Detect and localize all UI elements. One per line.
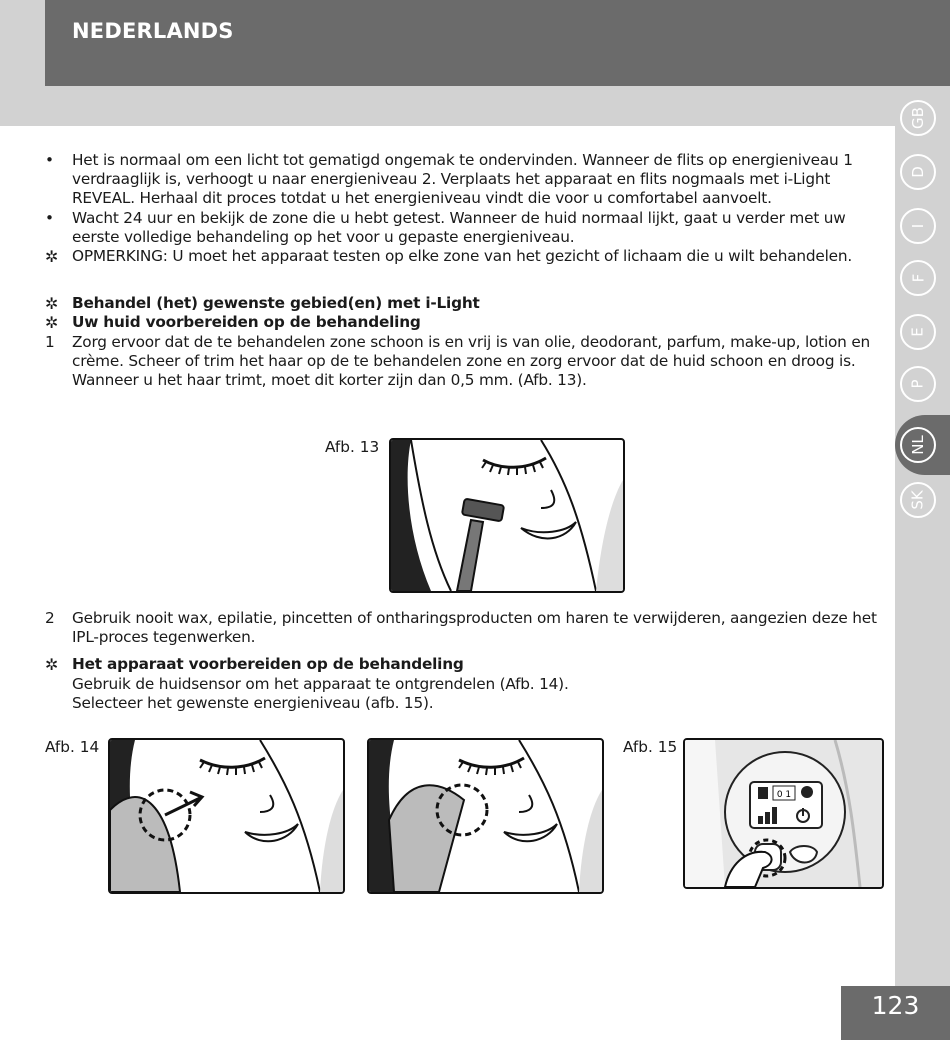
main-content-lower bbox=[45, 609, 885, 713]
step-item bbox=[45, 609, 885, 647]
text-line bbox=[45, 694, 885, 713]
lang-tab-sk[interactable]: SK bbox=[900, 482, 936, 518]
section-heading: Het apparaat voorbereiden op de behandeling bbox=[72, 655, 464, 674]
bullet-mark: • bbox=[45, 151, 54, 169]
star-icon: ✲ bbox=[45, 247, 59, 267]
heading-item bbox=[45, 655, 885, 674]
figure-13-shaving-illustration bbox=[389, 438, 625, 593]
star-icon: ✲ bbox=[45, 313, 59, 333]
page-header bbox=[45, 0, 950, 86]
page-number: 123 bbox=[871, 991, 920, 1020]
heading-item bbox=[45, 313, 885, 332]
step-number: 2 bbox=[45, 609, 55, 627]
section-heading: Uw huid voorbereiden op de behandeling bbox=[72, 313, 421, 332]
lang-tab-p[interactable]: P bbox=[900, 366, 936, 402]
page-number-box bbox=[841, 986, 950, 1040]
note-text: OPMERKING: U moet het apparaat testen op elke zone van het gezicht of lichaam die u wilt behandelen. bbox=[72, 247, 853, 266]
bullet-text: Wacht 24 uur en bekijk de zone die u hebt getest. Wanneer de huid normaal lijkt, gaat u verder met uw eerste volledige behandeling op het voor u gepaste energieniveau. bbox=[72, 208, 846, 246]
step-number: 1 bbox=[45, 332, 55, 351]
step-text: Zorg ervoor dat de te behandelen zone schoon is en vrij is van olie, deodorant, parfum, make-up, lotion en crème. Scheer of trim het haar op de te behandelen zone en zorg ervoor dat de huid schoon en droog is. Wanneer u het haar trimt, moet dit korter zijn dan 0,5 mm. (Afb. 13). bbox=[72, 332, 871, 390]
step-text: Gebruik nooit wax, epilatie, pincetten of ontharingsproducten om haren te verwijderen, aangezien deze het IPL-proces tegenwerken. bbox=[72, 609, 877, 647]
star-icon: ✲ bbox=[45, 655, 59, 675]
section-heading: Behandel (het) gewenste gebied(en) met i-Light bbox=[72, 294, 480, 313]
lang-tab-e[interactable]: E bbox=[900, 314, 936, 350]
instruction-text: Gebruik de huidsensor om het apparaat te ontgrendelen (Afb. 14). bbox=[72, 674, 569, 693]
bullet-item bbox=[45, 209, 885, 247]
bullet-item bbox=[45, 151, 885, 209]
step-item bbox=[45, 333, 885, 391]
figure-13-label: Afb. 13 bbox=[325, 438, 380, 456]
bullet-mark: • bbox=[45, 208, 54, 227]
figure-14a-skin-sensor-illustration bbox=[108, 738, 345, 894]
main-content bbox=[45, 151, 885, 390]
instruction-text: Selecteer het gewenste energieniveau (afb. 15). bbox=[72, 693, 434, 712]
figure-14-label: Afb. 14 bbox=[45, 738, 100, 756]
figure-15-energy-panel-illustration bbox=[683, 738, 884, 889]
heading-item bbox=[45, 294, 885, 313]
bullet-text: Het is normaal om een licht tot gematigd ongemak te ondervinden. Wanneer de flits op energieniveau 1 verdraaglijk is, verhoogt u naar energieniveau 2. Verplaats het apparaat en flits nogmaals met i-Light REVEAL. Herhaal dit proces totdat u het energieniveau vindt die voor u comfortabel aanvoelt. bbox=[72, 151, 853, 208]
note-item bbox=[45, 247, 885, 266]
lang-tab-d[interactable]: D bbox=[900, 154, 936, 190]
page-title: NEDERLANDS bbox=[72, 19, 234, 43]
star-icon: ✲ bbox=[45, 294, 59, 314]
figure-14b-skin-sensor-illustration bbox=[367, 738, 604, 894]
lang-tab-f[interactable]: F bbox=[900, 260, 936, 296]
lang-tab-gb[interactable]: GB bbox=[900, 100, 936, 136]
panel-digits: 0 1 bbox=[776, 790, 792, 800]
lang-tab-nl[interactable]: NL bbox=[900, 427, 936, 463]
figure-15-label: Afb. 15 bbox=[623, 738, 678, 756]
text-line bbox=[45, 675, 885, 694]
lang-tab-i[interactable]: I bbox=[900, 208, 936, 244]
